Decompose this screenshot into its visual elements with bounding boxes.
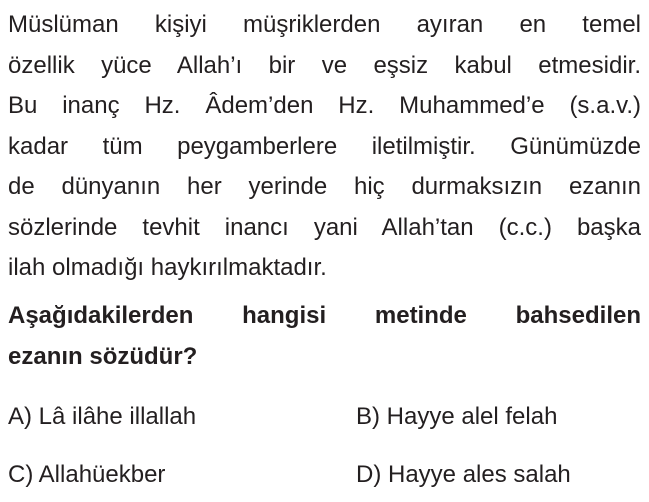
option-a[interactable]: A) Lâ ilâhe illallah [8, 403, 197, 430]
passage-line: kadar tüm peygamberlere iletilmiştir. Günümüzde [8, 132, 641, 160]
passage-line: Müslüman kişiyi müşriklerden ayıran en temel [8, 11, 641, 38]
passage-text [8, 5, 641, 289]
passage-line: de dünyanın her yerinde hiç durmaksızın ezanın [8, 173, 641, 200]
option-c[interactable]: C) Allahüekber [8, 461, 166, 488]
question-stem [8, 295, 641, 377]
option-d[interactable]: D) Hayye ales salah [356, 461, 571, 488]
passage-line: Bu inanç Hz. Âdem’den Hz. Muhammed’e (s.a.v.) [8, 92, 641, 119]
question-line: Aşağıdakilerden hangisi metinde bahsedilen [8, 301, 641, 329]
passage-line: sözlerinde tevhit inancı yani Allah’tan (c.c.) başka [8, 213, 641, 241]
question-line: ezanın sözüdür? [8, 342, 198, 370]
passage-line: ilah olmadığı haykırılmaktadır. [8, 254, 327, 281]
option-b[interactable]: B) Hayye alel felah [356, 403, 558, 430]
passage-line: özellik yüce Allah’ı bir ve eşsiz kabul etmesidir. [8, 51, 641, 79]
